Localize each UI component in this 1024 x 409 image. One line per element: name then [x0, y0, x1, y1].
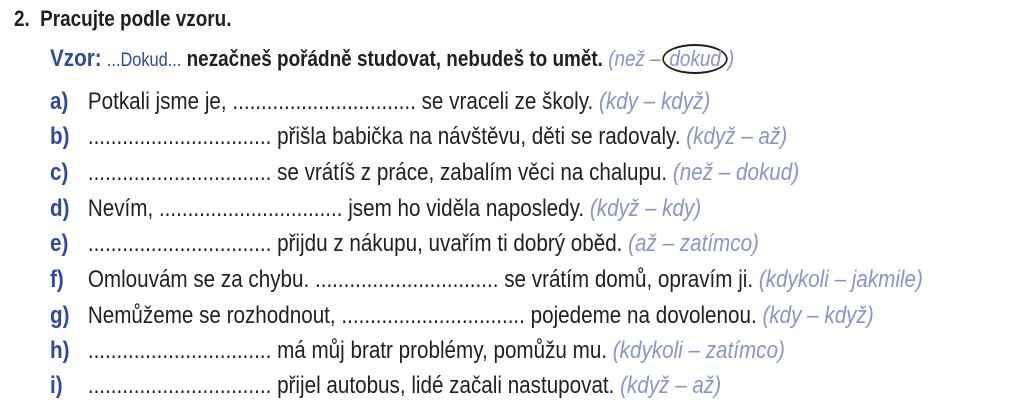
answer-blank[interactable]: ................................: [158, 195, 343, 222]
item-text-after: jsem ho viděla naposledy.: [348, 195, 585, 222]
exercise-item-a: [50, 88, 710, 116]
item-text-after: se vrátíš z práce, zabalím věci na chalupu.: [277, 159, 668, 186]
item-hint: (až – zatímco): [628, 230, 759, 257]
exercise-item-h: [50, 337, 785, 365]
item-text-after: přijdu z nákupu, uvařím ti dobrý oběd.: [277, 230, 623, 257]
item-letter: a): [50, 88, 69, 115]
item-hint: (kdykoli – jakmile): [758, 266, 923, 293]
item-text-before: Potkali jsme je,: [87, 88, 227, 115]
answer-blank[interactable]: ................................: [87, 230, 272, 257]
model-sentence: nezačneš pořádně studovat, nebudeš to umět.: [186, 46, 603, 71]
item-text-after: pojedeme na dovolenou.: [530, 302, 757, 329]
item-letter: d): [50, 195, 70, 222]
model-fill: ...Dokud...: [106, 50, 182, 71]
exercise-item-g: [50, 302, 874, 330]
item-letter: e): [50, 230, 69, 257]
model-example: [50, 44, 734, 74]
exercise-item-c: [50, 159, 799, 187]
answer-blank[interactable]: ................................: [87, 123, 272, 150]
item-hint: (kdy – když): [599, 88, 711, 115]
item-hint: (když – až): [686, 123, 788, 150]
item-text-after: má můj bratr problémy, pomůžu mu.: [277, 337, 608, 364]
item-text-before: Nemůžeme se rozhodnout,: [87, 302, 336, 329]
exercise-item-i: [50, 372, 721, 400]
exercise-item-d: [50, 195, 701, 223]
item-hint: (kdykoli – zatímco): [612, 337, 785, 364]
item-letter: b): [50, 123, 70, 150]
item-hint: (kdy – když): [762, 302, 874, 329]
model-label: Vzor:: [50, 45, 102, 72]
answer-blank[interactable]: ................................: [341, 302, 525, 329]
item-text-after: přijel autobus, lidé začali nastupovat.: [277, 372, 615, 399]
answer-blank[interactable]: ................................: [87, 372, 272, 399]
item-text-before: Nevím,: [87, 195, 154, 222]
exercise-heading: [14, 6, 231, 32]
exercise-number: 2.: [14, 6, 30, 31]
item-letter: f): [50, 266, 64, 293]
item-hint: (když – až): [620, 372, 722, 399]
item-text-after: se vraceli ze školy.: [421, 88, 594, 115]
item-text-after: přišla babička na návštěvu, děti se radovaly.: [277, 123, 681, 150]
item-letter: c): [50, 159, 69, 186]
exercise-item-b: [50, 123, 787, 151]
item-hint: (než – dokud): [672, 159, 800, 186]
exercise-item-f: [50, 266, 923, 294]
answer-blank[interactable]: ................................: [314, 266, 499, 293]
item-letter: g): [50, 302, 70, 329]
answer-blank[interactable]: ................................: [232, 88, 416, 115]
item-letter: i): [50, 372, 63, 399]
model-hint: (než – dokud ): [608, 46, 734, 71]
answer-blank[interactable]: ................................: [87, 337, 272, 364]
exercise-item-e: [50, 230, 759, 258]
item-text-after: se vrátím domů, opravím ji.: [504, 266, 754, 293]
item-text-before: Omlouvám se za chybu.: [87, 266, 310, 293]
item-letter: h): [50, 337, 70, 364]
item-hint: (když – kdy): [589, 195, 702, 222]
answer-blank[interactable]: ................................: [87, 159, 272, 186]
exercise-title: Pracujte podle vzoru.: [40, 6, 232, 31]
circled-answer: dokud: [663, 44, 728, 74]
